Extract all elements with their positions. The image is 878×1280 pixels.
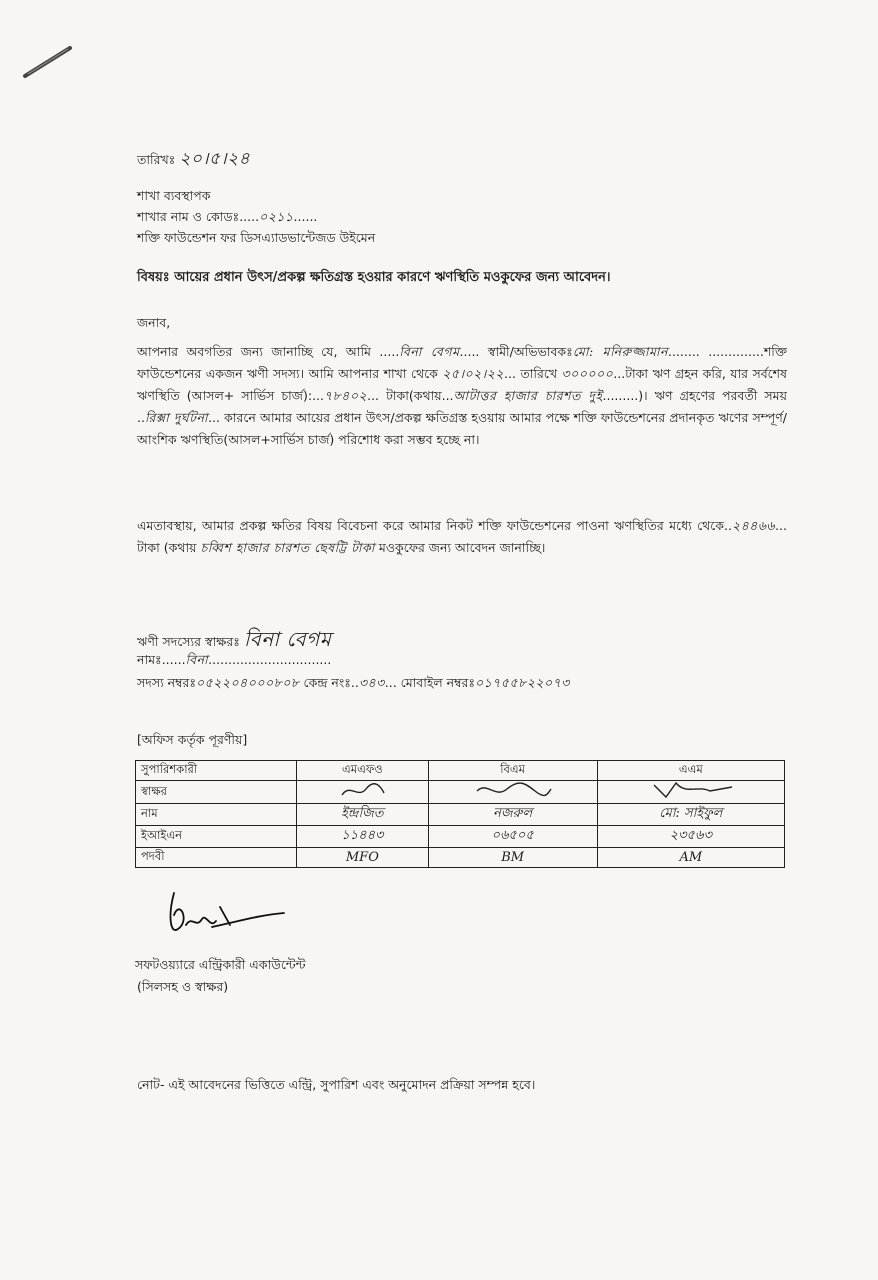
am-designation: AM (597, 848, 784, 868)
loan-date-fill: ২৫।০২।২২ (442, 366, 505, 381)
borrower-ids-line: সদস্য নম্বরঃ০৫২২০৪০০০৮০৮ কেন্দ্র নংঃ..৩৪৩... মোবাইল নম্বরঃ০১৭৫৫৮২২০৭৩ (137, 675, 570, 690)
name-label: নামঃ (137, 652, 162, 667)
bm-name: নজরুল (428, 804, 597, 826)
body2-text-2: টাকা (কথায় (137, 540, 197, 555)
body1-text-6: টাকা(কথায় (386, 388, 442, 403)
subject: বিষয়ঃ আয়ের প্রধান উৎস/প্রকল্প ক্ষতিগ্রস্ত হওয়ার কারণে ঋণস্থিতি মওকুফের জন্য আবেদন। (137, 270, 611, 285)
date-line (137, 150, 250, 169)
office-row-signature (136, 781, 785, 804)
balance-fill: ৭৮৪০২ (323, 388, 368, 403)
body-paragraph-1: আপনার অবগতির জন্য জানাচ্ছি যে, আমি .....বিনা বেগম..... স্বামী/অভিভাবকঃমো: মনিরুজ্জামান........ ..............শক্তি ফাউন্ডেশনের একজন ঋণী সদস্য। আমি আপনার শাখা থেকে ২৫।০২।২২... তারিখে ৩০০০০০...টাকা ঋণ গ্রহন করি, যার সর্বশেষ ঋণস্থিতি (আসল+ সার্ভিস চার্জ):...৭৮৪০২... টাকা(কথায়...আটাত্তর হাজার চারশত দুই.........)। ঋণ গ্রহণের পরবর্তী সময় ..রিক্সা দুর্ঘটনা... কারনে আমার আয়ের প্রধান উৎস/প্রকল্প ক্ষতিগ্রস্ত হওয়ায় আমার পক্ষে শক্তি ফাউন্ডেশনের প্রদানকৃত ঋণের সম্পূর্ণ/আংশিক ঋণস্থিতি(আসল+সার্ভিস চার্জ) পরিশোধ করা সম্ভব হচ্ছে না। (137, 344, 787, 447)
office-header-row (136, 761, 785, 781)
borrower-name-line: নামঃ......বিনা............................... (137, 652, 332, 667)
row-label-signature: স্বাক্ষর (136, 781, 297, 804)
accountant-line1: সফটওয়্যারে এন্ট্রিকারী একাউন্টেন্ট (135, 957, 306, 972)
recipient-line2: শাখার নাম ও কোডঃ.....০২১১...... (137, 209, 318, 224)
date-label: তারিখঃ (137, 152, 176, 167)
mfo-signature-scribble (332, 781, 392, 799)
header-recommender: সুপারিশকারী (136, 761, 297, 781)
mfo-name: ইন্দ্রজিত (297, 804, 429, 826)
center-no: ৩৪৩ (358, 675, 385, 690)
body1-text-5: টাকা ঋণ গ্রহন করি, যার সর্বশেষ ঋণস্থিতি (আসল+ সার্ভিস চার্জ): (137, 366, 787, 403)
waive-amount-fill: ২৪৪৬৬ (731, 518, 776, 533)
signature-label: ঋণী সদস্যের স্বাক্ষরঃ (137, 634, 240, 649)
mfo-signature (297, 781, 429, 804)
office-row-ein (136, 826, 785, 848)
recipient-line3: শক্তি ফাউন্ডেশন ফর ডিসএ্যাডভান্টেজড উইমেন (137, 230, 376, 245)
loan-amount-fill: ৩০০০০০ (561, 366, 614, 381)
pen-mark (22, 44, 74, 80)
waive-words-fill: চব্বিশ হাজার চারশত ছেষট্টি টাকা (200, 540, 375, 555)
bm-signature-scribble (473, 781, 553, 799)
body1-text-1: আপনার অবগতির জন্য জানাচ্ছি যে, আমি (137, 344, 371, 359)
date-value: ২০।৫।২৪ (179, 149, 251, 169)
am-ein: ২৩৫৬৩ (597, 826, 784, 848)
member-no: ০৫২২০৪০০০৮০৮ (196, 675, 300, 690)
body1-text-3: শক্তি ফাউন্ডেশনের একজন ঋণী সদস্য। আমি আপনার শাখা থেকে (137, 344, 787, 381)
note: নোট- এই আবেদনের ভিত্তিতে এন্ট্রি, সুপারিশ এবং অনুমোদন প্রক্রিয়া সম্পন্ন হবে। (137, 1077, 536, 1092)
office-row-designation (136, 848, 785, 868)
borrower-signature: বিনা বেগম (243, 627, 332, 651)
office-row-name (136, 804, 785, 826)
body2-text-3: মওকুফের জন্য আবেদন জানাচ্ছি। (378, 540, 546, 555)
balance-words-fill: আটাত্তর হাজার চারশত দুই (453, 388, 603, 403)
branch-label: শাখার নাম ও কোডঃ (137, 209, 240, 224)
header-am: এএম (597, 761, 784, 781)
bm-ein: ০৬৫০৫ (428, 826, 597, 848)
row-label-name: নাম (136, 804, 297, 826)
center-no-label: কেন্দ্র নংঃ (303, 675, 351, 690)
body1-text-2: স্বামী/অভিভাবকঃ (487, 344, 573, 359)
mfo-ein: ১১৪৪৩ (297, 826, 429, 848)
mfo-designation: MFO (297, 848, 429, 868)
am-signature (597, 781, 784, 804)
recipient-line1: শাখা ব্যবস্থাপক (137, 188, 211, 203)
guardian-fill: মো: মনিরুজ্জামান (572, 344, 668, 359)
accountant-signature (160, 885, 290, 945)
body1-text-4: তারিখে (520, 366, 558, 381)
reason-fill: রিক্সা দুর্ঘটনা (144, 410, 209, 425)
header-bm: বিএম (428, 761, 597, 781)
header-mfo: এমএফও (297, 761, 429, 781)
am-name: মো: সাইফুল (597, 804, 784, 826)
body-paragraph-2: এমতাবস্থায়, আমার প্রকল্প ক্ষতির বিষয় বিবেচনা করে আমার নিকট শক্তি ফাউন্ডেশনের পাওনা ঋণস্থিতির মধ্যে থেকে..২৪৪৬৬... টাকা (কথায় চব্বিশ হাজার চারশত ছেষট্টি টাকা মওকুফের জন্য আবেদন জানাচ্ছি। (137, 518, 787, 555)
am-signature-scribble (646, 781, 736, 799)
bm-signature (428, 781, 597, 804)
body1-text-8: কারনে আমার আয়ের প্রধান উৎস/প্রকল্প ক্ষতিগ্রস্ত হওয়ায় আমার পক্ষে শক্তি ফাউন্ডেশনের প্রদানকৃত ঋণের সম্পূর্ণ/আংশিক ঋণস্থিতি(আসল+সার্ভিস চার্জ) পরিশোধ করা সম্ভব হচ্ছে না। (137, 410, 787, 447)
salutation: জনাব, (137, 315, 171, 330)
bm-designation: BM (428, 848, 597, 868)
mobile-no: ০১৭৫৫৮২২০৭৩ (475, 675, 570, 690)
mobile-label: মোবাইল নম্বরঃ (400, 675, 476, 690)
body2-text-1: এমতাবস্থায়, আমার প্রকল্প ক্ষতির বিষয় বিবেচনা করে আমার নিকট শক্তি ফাউন্ডেশনের পাওনা ঋণস্থিতির মধ্যে থেকে (137, 518, 725, 533)
office-title: [অফিস কর্তৃক পূরণীয়] (137, 732, 248, 747)
branch-code: ০২১১ (259, 209, 294, 224)
applicant-name-fill: বিনা বেগম (399, 344, 460, 359)
member-no-label: সদস্য নম্বরঃ (137, 675, 197, 690)
accountant-line2: (সিলসহ ও স্বাক্ষর) (137, 979, 229, 994)
borrower-name: বিনা (185, 652, 209, 667)
row-label-ein: ইআইএন (136, 826, 297, 848)
borrower-signature-line (137, 628, 331, 650)
body1-text-7: )। ঋণ গ্রহণের পরবর্তী সময় (638, 388, 787, 403)
row-label-designation: পদবী (136, 848, 297, 868)
office-table (135, 760, 785, 868)
